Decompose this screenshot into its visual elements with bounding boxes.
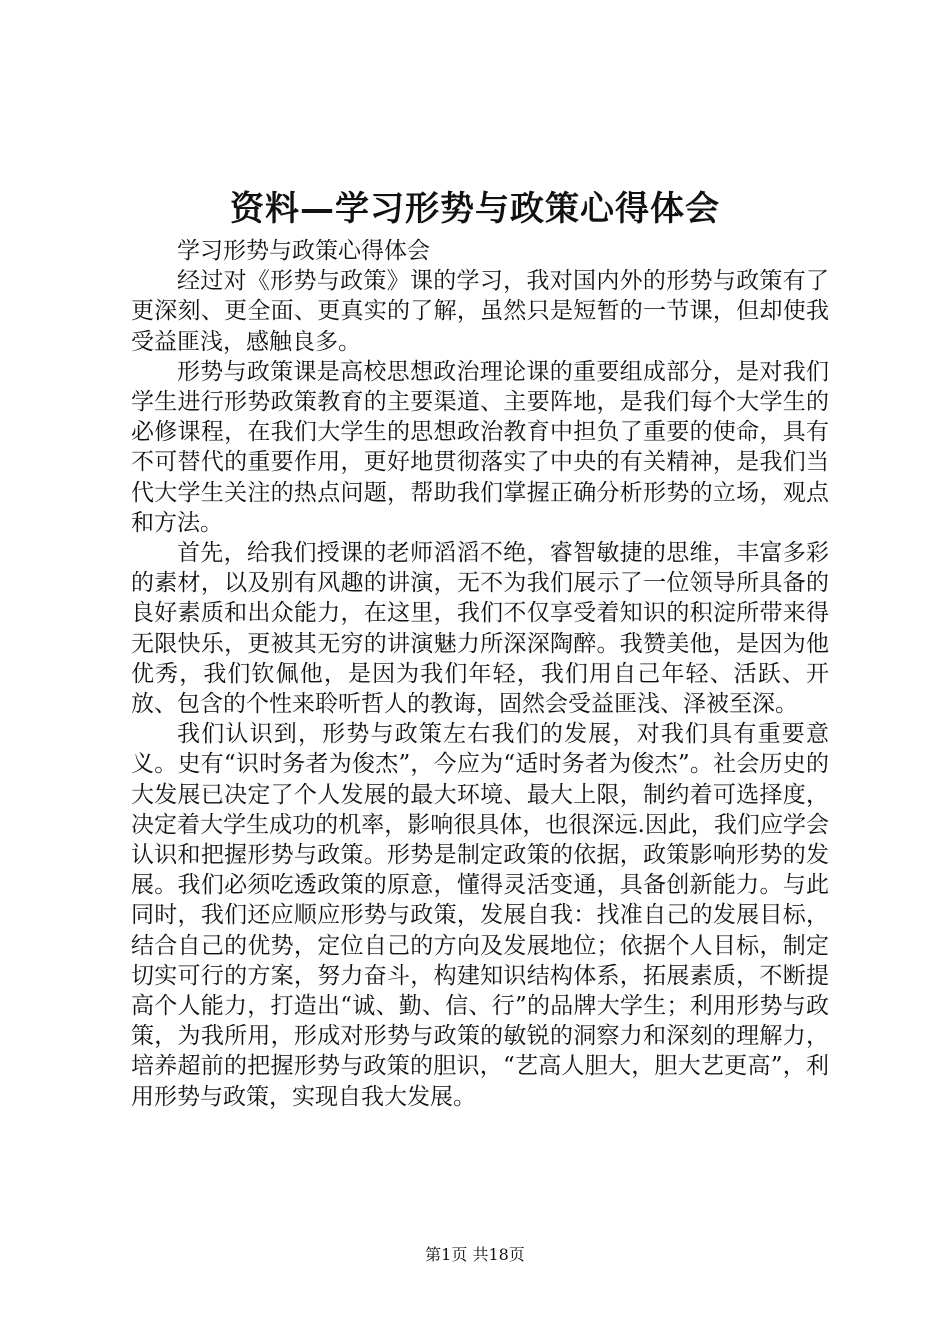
body-paragraph-3: 首先，给我们授课的老师滔滔不绝，睿智敏捷的思维，丰富多彩的素材，以及别有风趣的讲演，无不为我们展示了一位领导所具备的良好素质和出众能力，在这里，我们不仅享受着知识的积淀所带来得无限快乐，更被其无穷的讲演魅力所深深陶醉。我赞美他，是因为他优秀，我们钦佩他，是因为我们年轻，我们用自己年轻、活跃、开放、包含的个性来聆听哲人的教诲，固然会受益匪浅、泽被至深。 bbox=[131, 540, 829, 718]
body-paragraph-4: 我们认识到，形势与政策左右我们的发展，对我们具有重要意义。史有“识时务者为俊杰”，今应为“适时务者为俊杰”。社会历史的大发展已决定了个人发展的最大环境、最大上限，制约着可选择度，决定着大学生成功的机率，影响很具体，也很深远.因此，我们应学会认识和把握形势与政策。形势是制定政策的依据，政策影响形势的发展。我们必须吃透政策的原意，懂得灵活变通，具备创新能力。与此同时，我们还应顺应形势与政策，发展自我：找准自己的发展目标，结合自己的优势，定位自己的方向及发展地位；依据个人目标，制定切实可行的方案，努力奋斗，构建知识结构体系，拓展素质，不断提高个人能力，打造出“诚、勤、信、行”的品牌大学生；利用形势与政策，为我所用，形成对形势与政策的敏锐的洞察力和深刻的理解力，培养超前的把握形势与政策的胆识，“艺高人胆大，胆大艺更高”，利用形势与政策，实现自我大发展。 bbox=[131, 721, 829, 1110]
page-footer: 第1页 共18页 bbox=[425, 1245, 525, 1264]
subtitle-paragraph: 学习形势与政策心得体会 bbox=[177, 238, 430, 264]
body-paragraph-2: 形势与政策课是高校思想政治理论课的重要组成部分，是对我们学生进行形势政策教育的主要渠道、主要阵地，是我们每个大学生的必修课程，在我们大学生的思想政治教育中担负了重要的使命，具有不可替代的重要作用，更好地贯彻落实了中央的有关精神，是我们当代大学生关注的热点问题，帮助我们掌握正确分析形势的立场，观点和方法。 bbox=[131, 358, 829, 536]
document-title: 资料—学习形势与政策心得体会 bbox=[230, 189, 720, 229]
body-paragraph-1: 经过对《形势与政策》课的学习，我对国内外的形势与政策有了更深刻、更全面、更真实的了解，虽然只是短暂的一节课，但却使我受益匪浅，感触良多。 bbox=[131, 268, 829, 355]
document-body bbox=[131, 236, 829, 1112]
